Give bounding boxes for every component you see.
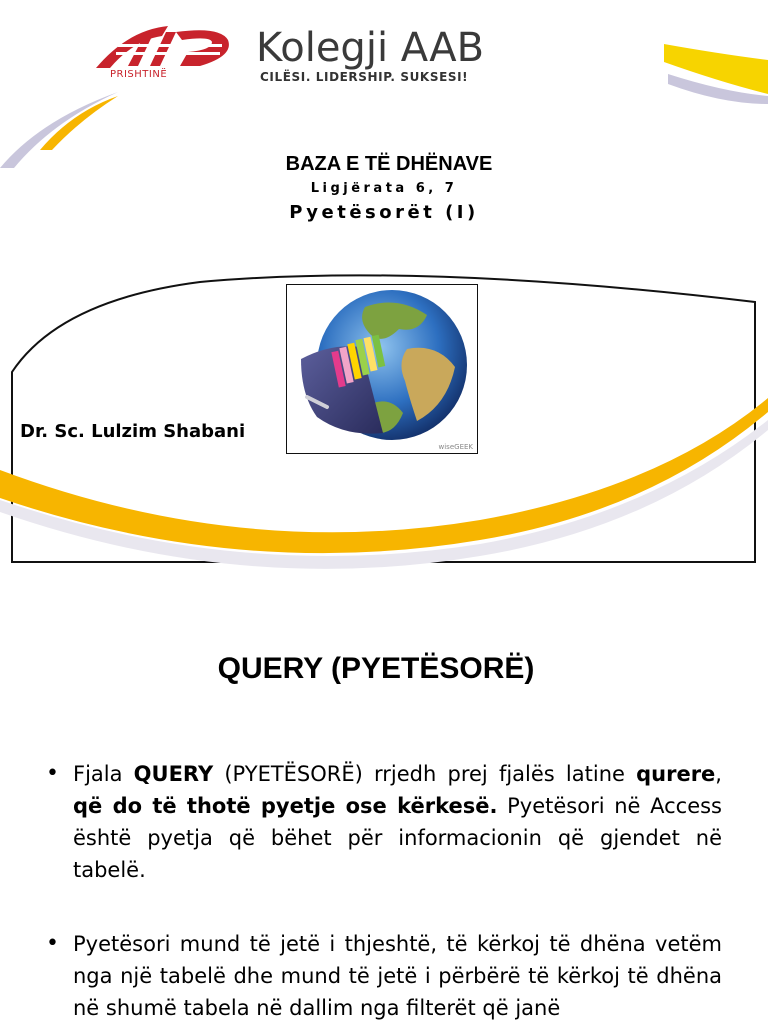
logo-tagline: CILËSI. LIDERSHIP. SUKSESI! xyxy=(260,70,469,84)
globe-file-drawer-image xyxy=(286,284,478,454)
image-credit: wiseGEEK xyxy=(438,443,473,451)
query-slide-title: QUERY (PYETËSORË) xyxy=(217,652,535,685)
logo-name: Kolegji AAB xyxy=(256,25,485,71)
bold-term: QUERY xyxy=(133,762,214,786)
logo-city: PRISHTINË xyxy=(110,69,168,80)
author-name: Dr. Sc. Lulzim Shabani xyxy=(20,421,246,442)
lecture-topic: Pyetësorët (I) xyxy=(289,202,479,223)
course-title: BAZA E TË DHËNAVE xyxy=(285,153,493,175)
bullet-dot-icon: • xyxy=(46,931,59,956)
college-logo xyxy=(88,22,648,92)
text-run: (PYETËSORË) rrjedh prej fjalës latine xyxy=(213,762,637,786)
bullet-item xyxy=(46,758,722,886)
bullet-list xyxy=(46,758,722,1024)
query-slide xyxy=(0,600,768,1024)
text-run: , xyxy=(715,762,722,786)
text-run: Pyetësori në Access është pyetja që bëhet për informacionin që gjendet në tabelë. xyxy=(73,794,722,882)
text-run: Fjala xyxy=(73,762,134,786)
bullet-dot-icon: • xyxy=(46,761,59,786)
slide-titles xyxy=(0,152,768,226)
lecture-number: Ligjërata 6, 7 xyxy=(310,181,458,196)
text-run: Pyetësori mund të jetë i thjeshtë, të kërkoj të dhëna vetëm nga një tabelë dhe mund të jetë i përbërë të kërkoj të dhëna në shumë tabela në dallim nga filterët që janë xyxy=(73,932,722,1020)
bold-definition: që do të thotë pyetje ose kërkesë. xyxy=(73,794,498,818)
bullet-item xyxy=(46,928,722,1024)
bold-term: qurere xyxy=(636,762,716,786)
globe-drawer-icon xyxy=(287,285,477,453)
